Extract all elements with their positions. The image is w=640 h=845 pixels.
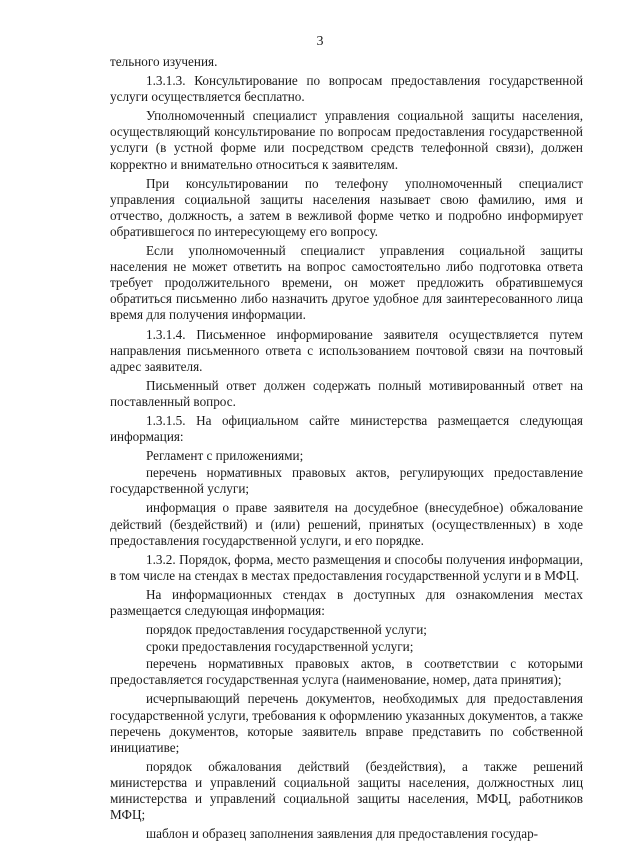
list-item-documents: исчерпывающий перечень документов, необходимых для предоставления государственной услуги, требования к оформлению указанных документов, а также перечень документов, которые заявитель вправе представить по собственной инициативе;: [110, 691, 583, 755]
paragraph-specialist-duty: Уполномоченный специалист управления социальной защиты населения, осуществляющий консультирование по вопросам предоставления государственной услуги (в устной форме или посредством средств телефонной связи), должен корректно и внимательно относиться к заявителям.: [110, 108, 583, 172]
list-item-terms: сроки предоставления государственной услуги;: [146, 639, 414, 655]
list-item-appeal-procedure: порядок обжалования действий (бездействия), а также решений министерства и управлений социальной защиты населения, должностных лиц министерства и управлений социальной защиты населения, МФЦ, работников МФЦ;: [110, 758, 583, 823]
paragraph-1-3-1-4: 1.3.1.4. Письменное информирование заявителя осуществляется путем направления письменного ответа с использованием почтовой связи на почтовый адрес заявителя.: [110, 326, 583, 374]
paragraph-written-answer: Письменный ответ должен содержать полный мотивированный ответ на поставленный вопрос.: [110, 377, 583, 409]
paragraph-1-3-1-5: 1.3.1.5. На официальном сайте министерства размещается следующая информация:: [110, 412, 583, 445]
paragraph-info-stands: На информационных стендах в доступных для ознакомления местах размещается следующая информация:: [110, 586, 583, 618]
list-item-regulation: Регламент с приложениями;: [146, 448, 304, 464]
document-body: [110, 54, 583, 845]
paragraph-1-3-2: 1.3.2. Порядок, форма, место размещения и способы получения информации, в том числе на стендах в местах предоставления государственной услуги и в МФЦ.: [110, 551, 583, 583]
list-item-procedure: порядок предоставления государственной услуги;: [146, 622, 427, 638]
list-item-template: шаблон и образец заполнения заявления для предоставления государ-: [146, 826, 539, 842]
list-item-appeal-rights: информация о праве заявителя на досудебное (внесудебное) обжалование действий (бездействий) и (или) решений, принятых (осуществленных) в ходе предоставления государственной услуги, и его порядке.: [110, 500, 583, 548]
page-number: 3: [316, 34, 324, 49]
paragraph-phone-consulting: При консультировании по телефону уполномоченный специалист управления социальной защиты населения называет свою фамилию, имя и отчество, должность, а затем в вежливой форме четко и подробно информирует обратившегося по интересующему его вопросу.: [110, 175, 583, 239]
paragraph-cannot-answer: Если уполномоченный специалист управления социальной защиты населения не может ответить на вопрос самостоятельно либо подготовка ответа требует продолжительного времени, он может предложить обратившемуся обратиться письменно либо назначить другое удобное для заинтересованного лица время для получения информации.: [110, 243, 583, 323]
list-item-legal-acts: перечень нормативных правовых актов, регулирующих предоставление государственной услуги;: [110, 465, 583, 497]
list-item-legal-acts-list: перечень нормативных правовых актов, в соответствии с которыми предоставляется государственная услуга (наименование, номер, дата принятия);: [110, 656, 583, 688]
paragraph-continuation: тельного изучения.: [110, 54, 218, 69]
paragraph-1-3-1-3: 1.3.1.3. Консультирование по вопросам предоставления государственной услуги осуществляется бесплатно.: [110, 73, 583, 105]
